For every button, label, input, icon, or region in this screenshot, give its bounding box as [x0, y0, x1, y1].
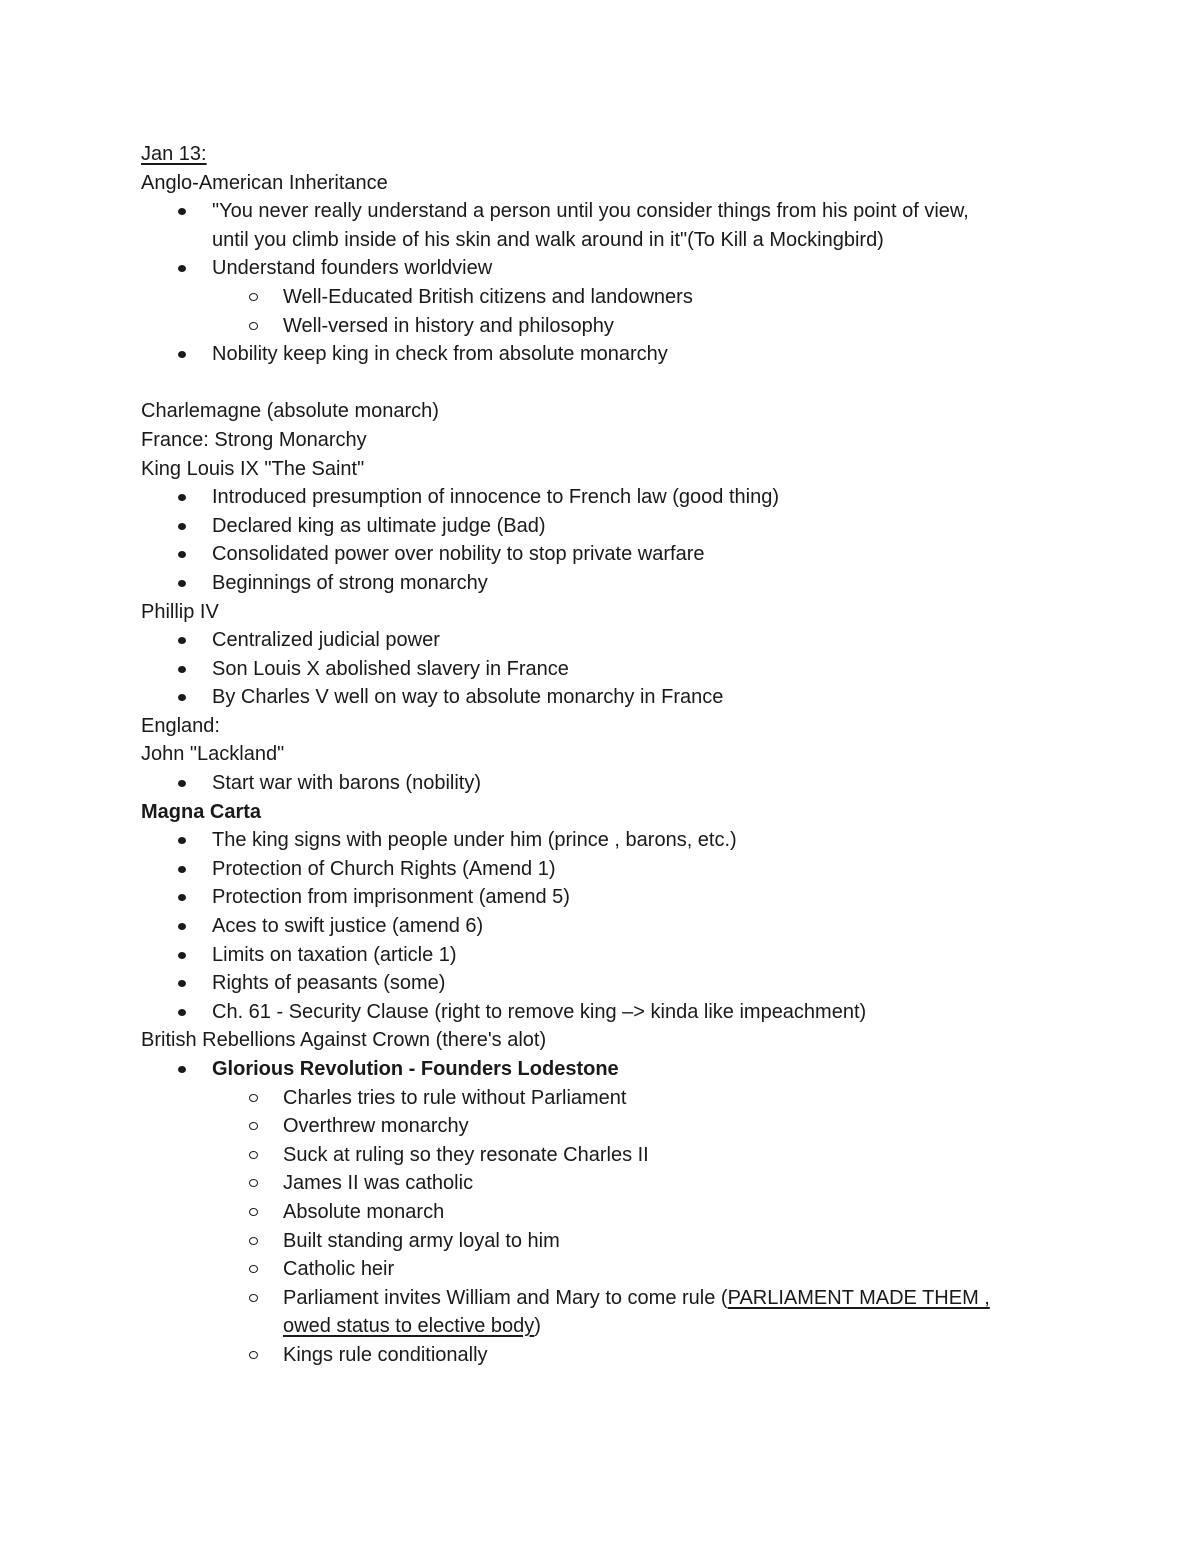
bullet-item: Protection of Church Rights (Amend 1)	[141, 855, 1081, 884]
john-line: John "Lackland"	[141, 743, 285, 766]
bullet-item: Aces to swift justice (amend 6)	[141, 912, 1081, 941]
bullet-item: The king signs with people under him (prince , barons, etc.)	[141, 826, 1081, 855]
bullet-item: Ch. 61 - Security Clause (right to remove king –> kinda like impeachment)	[141, 998, 1081, 1027]
rebellions-line: British Rebellions Against Crown (there's alot)	[141, 1029, 547, 1052]
bullet-item: Limits on taxation (article 1)	[141, 941, 1081, 970]
bullet-item: Consolidated power over nobility to stop private warfare	[141, 540, 1081, 569]
charlemagne-line: Charlemagne (absolute monarch)	[141, 400, 439, 423]
bullet-item: Nobility keep king in check from absolute monarchy	[141, 340, 1081, 369]
sub-bullet-item: Kings rule conditionally	[141, 1341, 1081, 1370]
sub-bullet-item: Catholic heir	[141, 1255, 1081, 1284]
date-heading: Jan 13:	[141, 143, 207, 165]
bullet-item: Start war with barons (nobility)	[141, 769, 1081, 798]
sub-bullet-item: Overthrew monarchy	[141, 1112, 1081, 1141]
parliament-invites-continuation	[141, 1312, 1081, 1341]
parliament-close-paren: )	[534, 1315, 541, 1338]
parliament-underlined-text-2: owed status to elective body	[283, 1315, 535, 1338]
bullet-item: Son Louis X abolished slavery in France	[141, 655, 1081, 684]
sub-bullet-item: Built standing army loyal to him	[141, 1227, 1081, 1256]
bullet-item: Centralized judicial power	[141, 626, 1081, 655]
glorious-revolution-item: Glorious Revolution - Founders Lodestone	[141, 1055, 1081, 1084]
england-line: England:	[141, 714, 220, 737]
france-line: France: Strong Monarchy	[141, 428, 367, 451]
louis-line: King Louis IX "The Saint"	[141, 457, 365, 480]
sub-bullet-item: Well-Educated British citizens and landowners	[141, 283, 1081, 312]
blank-line	[141, 369, 1081, 398]
parliament-underlined-text: PARLIAMENT MADE THEM ,	[727, 1286, 990, 1309]
sub-bullet-item: Charles tries to rule without Parliament	[141, 1084, 1081, 1113]
notes-page	[141, 140, 1081, 1370]
sub-bullet-item: Well-versed in history and philosophy	[141, 312, 1081, 341]
parliament-invites-item	[141, 1284, 1081, 1313]
magna-carta-heading: Magna Carta	[141, 800, 262, 823]
bullet-item: Declared king as ultimate judge (Bad)	[141, 512, 1081, 541]
parliament-text: Parliament invites William and Mary to come rule (	[283, 1286, 728, 1309]
bullet-item: Rights of peasants (some)	[141, 969, 1081, 998]
sub-bullet-item: Suck at ruling so they resonate Charles II	[141, 1141, 1081, 1170]
bullet-item: By Charles V well on way to absolute monarchy in France	[141, 683, 1081, 712]
bullet-item: Beginnings of strong monarchy	[141, 569, 1081, 598]
bullet-item: Protection from imprisonment (amend 5)	[141, 883, 1081, 912]
sub-bullet-item: James II was catholic	[141, 1169, 1081, 1198]
bullet-item: Introduced presumption of innocence to French law (good thing)	[141, 483, 1081, 512]
sub-bullet-item: Absolute monarch	[141, 1198, 1081, 1227]
phillip-line: Phillip IV	[141, 600, 219, 623]
bullet-item-continuation: until you climb inside of his skin and walk around in it"(To Kill a Mockingbird)	[212, 228, 884, 251]
bullet-item: "You never really understand a person until you consider things from his point of view,	[141, 197, 1081, 226]
bullet-item: Understand founders worldview	[141, 254, 1081, 283]
section-heading: Anglo-American Inheritance	[141, 171, 388, 194]
